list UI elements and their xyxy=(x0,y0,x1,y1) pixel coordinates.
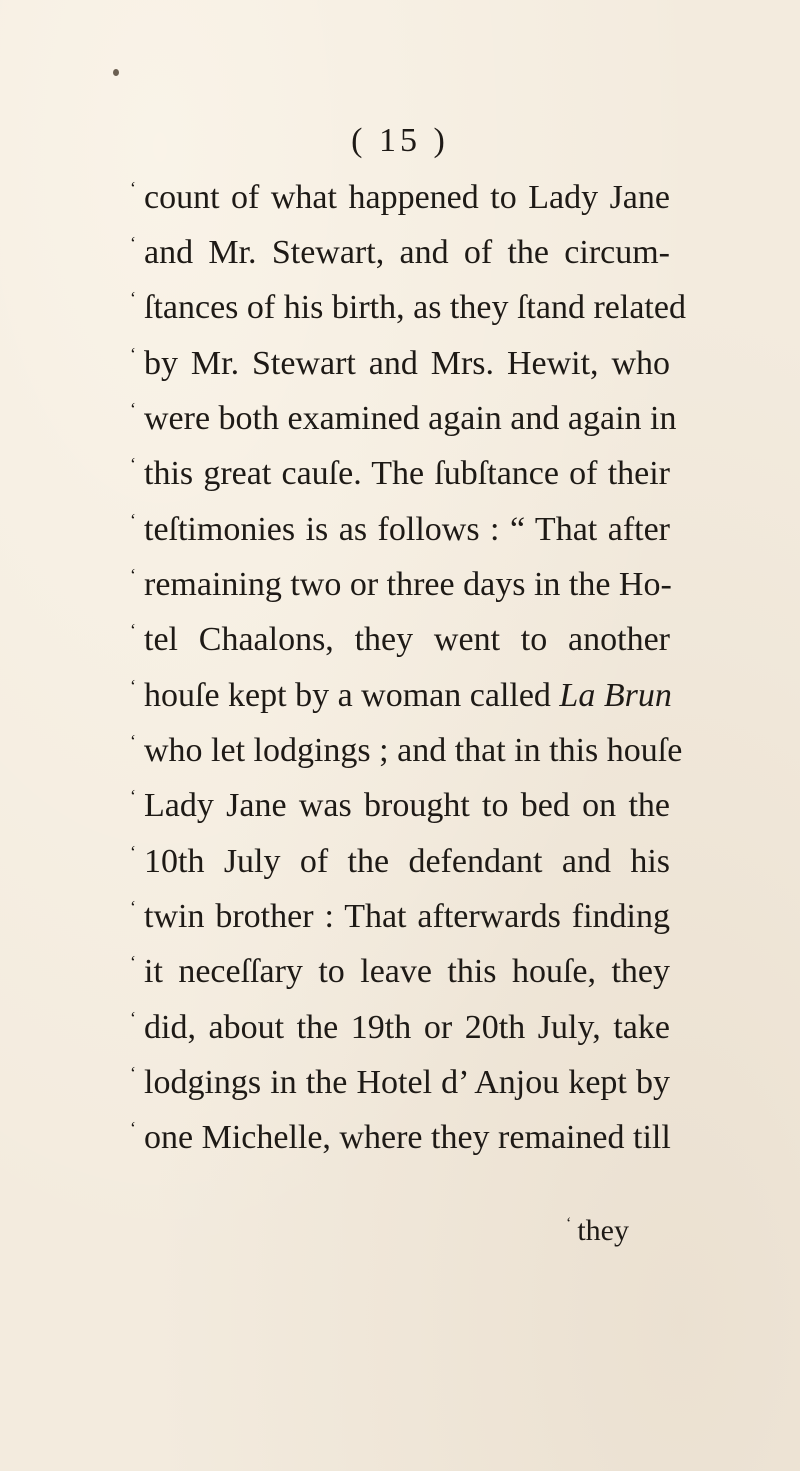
line-text-italic: La Brun xyxy=(559,677,672,714)
text-line xyxy=(130,721,683,771)
quote-mark: ‘ xyxy=(130,1118,136,1138)
catchword xyxy=(566,1214,629,1248)
line-text: lodgings in the Hotel d’ Anjou kept by xyxy=(144,1064,670,1101)
line-text: by Mr. Stewart and Mrs. Hewit, who xyxy=(144,345,670,382)
quote-mark: ‘ xyxy=(130,288,136,308)
line-text: it neceſſary to leave this houſe, they xyxy=(144,953,670,990)
text-line xyxy=(130,389,677,439)
quote-mark: ‘ xyxy=(130,897,136,917)
quote-mark: ‘ xyxy=(130,510,136,530)
text-line xyxy=(130,666,670,716)
quote-mark: ‘ xyxy=(130,952,136,972)
text-line xyxy=(130,168,670,218)
quote-mark: ‘ xyxy=(130,620,136,640)
quote-mark: ‘ xyxy=(130,786,136,806)
quote-mark: ‘ xyxy=(130,1008,136,1028)
line-text: houſe kept by a woman called xyxy=(144,677,560,714)
quote-mark: ‘ xyxy=(130,731,136,751)
line-text: count of what happened to Lady Jane xyxy=(144,179,670,216)
text-line xyxy=(130,610,670,660)
quote-mark: ‘ xyxy=(130,178,136,198)
quote-mark: ‘ xyxy=(130,344,136,364)
line-text: twin brother : That afterwards finding xyxy=(144,898,670,935)
text-line xyxy=(130,776,670,826)
text-line xyxy=(130,444,670,494)
text-line xyxy=(130,832,670,882)
line-text: remaining two or three days in the Ho- xyxy=(144,566,672,603)
line-text: ſtances of his birth, as they ſtand related xyxy=(144,289,686,326)
line-text: were both examined again and again in xyxy=(144,400,677,437)
line-text: one Michelle, where they remained till xyxy=(144,1119,671,1156)
quote-mark: ‘ xyxy=(130,676,136,696)
line-text: this great cauſe. The ſubſtance of their xyxy=(144,455,670,492)
line-text: 10th July of the defendant and his xyxy=(144,843,670,880)
quote-mark: ‘ xyxy=(130,233,136,253)
quote-mark: ‘ xyxy=(130,1063,136,1083)
line-text: and Mr. Stewart, and of the circum- xyxy=(144,234,670,271)
text-line xyxy=(130,1053,670,1103)
text-line xyxy=(130,555,670,605)
line-text: teſtimonies is as follows : “ That after xyxy=(144,511,670,548)
ink-speck xyxy=(113,69,119,76)
quote-mark: ‘ xyxy=(566,1215,572,1232)
page-number: ( 15 ) xyxy=(351,122,449,159)
text-line xyxy=(130,942,670,992)
text-line xyxy=(130,223,670,273)
line-text: did, about the 19th or 20th July, take xyxy=(144,1009,670,1046)
text-line xyxy=(130,887,670,937)
text-line xyxy=(130,334,670,384)
line-text: Lady Jane was brought to bed on the xyxy=(144,787,670,824)
quote-mark: ‘ xyxy=(130,454,136,474)
quote-mark: ‘ xyxy=(130,565,136,585)
text-line xyxy=(130,998,670,1048)
text-line xyxy=(130,500,670,550)
line-text: who let lodgings ; and that in this houſe xyxy=(144,732,683,769)
text-line xyxy=(130,278,686,328)
catchword-text: they xyxy=(577,1214,629,1247)
line-text: tel Chaalons, they went to another xyxy=(144,621,670,658)
quote-mark: ‘ xyxy=(130,399,136,419)
quote-mark: ‘ xyxy=(130,842,136,862)
text-line xyxy=(130,1108,670,1158)
